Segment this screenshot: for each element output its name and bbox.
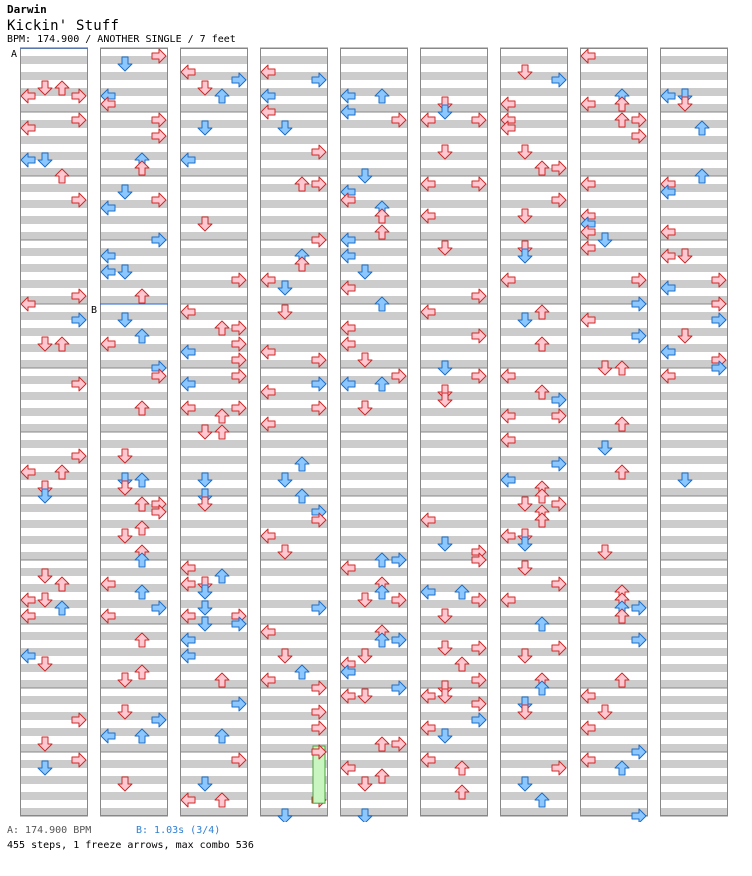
stripe xyxy=(260,584,328,592)
stripe xyxy=(420,72,488,80)
stripe xyxy=(100,744,168,752)
stripe xyxy=(660,456,728,464)
stripe xyxy=(340,424,408,432)
stripe xyxy=(420,344,488,352)
stripe xyxy=(100,760,168,768)
stripe xyxy=(660,712,728,720)
stripe xyxy=(180,424,248,432)
stripe xyxy=(20,696,88,704)
stripe xyxy=(340,584,408,592)
stripe xyxy=(340,56,408,64)
stripe xyxy=(260,296,328,304)
stripe xyxy=(580,72,648,80)
stripe xyxy=(580,264,648,272)
stripe xyxy=(20,424,88,432)
chart-column-5 xyxy=(340,48,408,816)
stripe xyxy=(660,760,728,768)
stripe xyxy=(660,808,728,816)
stripe xyxy=(580,648,648,656)
stripe xyxy=(420,632,488,640)
stripe xyxy=(420,616,488,624)
stripe xyxy=(260,664,328,672)
stripe xyxy=(180,712,248,720)
stripe xyxy=(180,200,248,208)
stripe xyxy=(100,632,168,640)
stripe xyxy=(100,280,168,288)
stripe xyxy=(660,264,728,272)
stripe xyxy=(20,216,88,224)
stripe xyxy=(420,232,488,240)
stripe xyxy=(20,136,88,144)
stripe xyxy=(180,56,248,64)
stripe xyxy=(340,472,408,480)
stripe xyxy=(500,744,568,752)
stripe xyxy=(340,520,408,528)
stripe xyxy=(100,152,168,160)
stripe xyxy=(500,296,568,304)
stripe xyxy=(420,568,488,576)
stop-legend-b: B: 1.03s (3/4) xyxy=(136,825,221,836)
stripe xyxy=(580,792,648,800)
chart-column-2 xyxy=(100,48,168,816)
stripe xyxy=(340,264,408,272)
stripe xyxy=(500,568,568,576)
stripe xyxy=(180,488,248,496)
stripe xyxy=(580,680,648,688)
stripe xyxy=(180,504,248,512)
stripe xyxy=(340,360,408,368)
stripe xyxy=(580,200,648,208)
stripe xyxy=(180,680,248,688)
stripe xyxy=(500,728,568,736)
stripe xyxy=(660,392,728,400)
stripe xyxy=(260,312,328,320)
stripe xyxy=(180,536,248,544)
stripe xyxy=(20,488,88,496)
stripe xyxy=(580,168,648,176)
stripe xyxy=(500,792,568,800)
stripe xyxy=(20,552,88,560)
stripe xyxy=(660,584,728,592)
stripe xyxy=(500,552,568,560)
stripe xyxy=(260,456,328,464)
stripe xyxy=(340,152,408,160)
stripe xyxy=(100,296,168,304)
stripe xyxy=(20,808,88,816)
stripe xyxy=(660,664,728,672)
stripe xyxy=(340,216,408,224)
stripe xyxy=(180,216,248,224)
stripe xyxy=(340,168,408,176)
stripe xyxy=(20,520,88,528)
stripe xyxy=(660,328,728,336)
stripe xyxy=(340,616,408,624)
stripe xyxy=(420,408,488,416)
stripe xyxy=(420,88,488,96)
stripe xyxy=(100,408,168,416)
stripe xyxy=(20,568,88,576)
stripe xyxy=(340,408,408,416)
stripe xyxy=(420,744,488,752)
stripe xyxy=(500,664,568,672)
stripe xyxy=(20,408,88,416)
stripe xyxy=(420,168,488,176)
stripe xyxy=(100,456,168,464)
stripe xyxy=(420,488,488,496)
stripe xyxy=(100,648,168,656)
stripe xyxy=(100,664,168,672)
chart-column-8 xyxy=(580,48,648,816)
stripe xyxy=(500,712,568,720)
stripe xyxy=(20,248,88,256)
stripe xyxy=(660,728,728,736)
stripe xyxy=(180,88,248,96)
stripe xyxy=(580,472,648,480)
stripe xyxy=(500,424,568,432)
stripe xyxy=(500,808,568,816)
stripe xyxy=(260,56,328,64)
stripe xyxy=(660,216,728,224)
stripe xyxy=(660,104,728,112)
stripe xyxy=(100,552,168,560)
stripe xyxy=(180,392,248,400)
stripe xyxy=(500,216,568,224)
stripe xyxy=(260,264,328,272)
stripe xyxy=(20,72,88,80)
stripe xyxy=(500,312,568,320)
stripe xyxy=(660,472,728,480)
stripe xyxy=(580,424,648,432)
stripe xyxy=(580,664,648,672)
stripe xyxy=(180,168,248,176)
stripe xyxy=(340,808,408,816)
stripe xyxy=(580,456,648,464)
stripe xyxy=(20,536,88,544)
bpm-legend-a: A: 174.900 BPM xyxy=(7,825,92,836)
stripe xyxy=(500,328,568,336)
stripe xyxy=(580,408,648,416)
stripe xyxy=(660,536,728,544)
stripe xyxy=(420,104,488,112)
stripe xyxy=(420,504,488,512)
stripe xyxy=(340,136,408,144)
stripe xyxy=(100,808,168,816)
stripe xyxy=(260,120,328,128)
stripe xyxy=(180,296,248,304)
stripe xyxy=(420,248,488,256)
stripe xyxy=(20,104,88,112)
stripe xyxy=(100,184,168,192)
stripe xyxy=(340,72,408,80)
stripe xyxy=(660,520,728,528)
stripe xyxy=(420,280,488,288)
stripe xyxy=(100,168,168,176)
stripe xyxy=(660,744,728,752)
stripe xyxy=(180,440,248,448)
stripe xyxy=(20,632,88,640)
stripe xyxy=(20,168,88,176)
stripe xyxy=(420,200,488,208)
stripe xyxy=(500,264,568,272)
stripe xyxy=(340,312,408,320)
stripe xyxy=(20,664,88,672)
stripe xyxy=(500,632,568,640)
stripe xyxy=(260,136,328,144)
stripe xyxy=(660,152,728,160)
stripe xyxy=(660,488,728,496)
stripe xyxy=(500,488,568,496)
stripe xyxy=(580,488,648,496)
stripe xyxy=(180,776,248,784)
stripe xyxy=(340,536,408,544)
stripe xyxy=(340,648,408,656)
stripe xyxy=(580,440,648,448)
stripe xyxy=(500,248,568,256)
stripe xyxy=(580,552,648,560)
stripe xyxy=(180,264,248,272)
stripe xyxy=(660,200,728,208)
stripe xyxy=(420,56,488,64)
stripe xyxy=(340,712,408,720)
chart-info: BPM: 174.900 / ANOTHER SINGLE / 7 feet xyxy=(7,34,236,45)
stripe xyxy=(580,776,648,784)
stripe xyxy=(20,280,88,288)
stripe xyxy=(260,328,328,336)
stripe xyxy=(340,440,408,448)
chart-column-7 xyxy=(500,48,568,816)
stripe xyxy=(660,648,728,656)
stripe xyxy=(20,728,88,736)
stripe xyxy=(340,296,408,304)
stripe xyxy=(660,504,728,512)
stripe xyxy=(580,360,648,368)
stripe xyxy=(260,808,328,816)
stripe xyxy=(260,200,328,208)
stripe xyxy=(580,584,648,592)
stripe xyxy=(500,520,568,528)
stripe xyxy=(500,696,568,704)
stripe xyxy=(180,248,248,256)
marker-label-B: B xyxy=(91,305,98,316)
stripe xyxy=(500,88,568,96)
stripe xyxy=(500,360,568,368)
stripe xyxy=(20,264,88,272)
stripe xyxy=(100,792,168,800)
stripe xyxy=(20,184,88,192)
stripe xyxy=(420,424,488,432)
stripe xyxy=(20,56,88,64)
stripe xyxy=(420,664,488,672)
stripe xyxy=(180,728,248,736)
stripe xyxy=(260,648,328,656)
stripe xyxy=(180,104,248,112)
stripe xyxy=(660,424,728,432)
stripe xyxy=(100,568,168,576)
stripe xyxy=(20,440,88,448)
stripe xyxy=(420,472,488,480)
stripe xyxy=(420,392,488,400)
stripe xyxy=(100,472,168,480)
stripe xyxy=(20,344,88,352)
stripe xyxy=(260,568,328,576)
stripe xyxy=(660,696,728,704)
stripe xyxy=(100,488,168,496)
stripe xyxy=(660,776,728,784)
stripe xyxy=(500,776,568,784)
stripe xyxy=(340,456,408,464)
stripe xyxy=(180,472,248,480)
stripe xyxy=(100,680,168,688)
stripe xyxy=(260,552,328,560)
stripe xyxy=(100,328,168,336)
stripe xyxy=(340,392,408,400)
stripe xyxy=(580,504,648,512)
stripe xyxy=(660,632,728,640)
stripe xyxy=(420,360,488,368)
stripe xyxy=(420,456,488,464)
stripe xyxy=(20,328,88,336)
stripe xyxy=(420,776,488,784)
stripe xyxy=(660,56,728,64)
stripe xyxy=(20,584,88,592)
stripe xyxy=(260,616,328,624)
stripe xyxy=(660,408,728,416)
stripe xyxy=(500,344,568,352)
stripe xyxy=(20,776,88,784)
stripe xyxy=(500,56,568,64)
stripe xyxy=(500,152,568,160)
song-title: Kickin' Stuff xyxy=(7,18,120,34)
stripe xyxy=(420,808,488,816)
stripe xyxy=(180,232,248,240)
stripe xyxy=(660,616,728,624)
stripe xyxy=(260,472,328,480)
stripe xyxy=(420,792,488,800)
stripe xyxy=(660,680,728,688)
stripe xyxy=(100,520,168,528)
stripe xyxy=(340,488,408,496)
stripe xyxy=(100,216,168,224)
stripe xyxy=(20,360,88,368)
stripe xyxy=(340,504,408,512)
stripe xyxy=(580,152,648,160)
stripe xyxy=(340,776,408,784)
stripe xyxy=(260,440,328,448)
stripe xyxy=(260,248,328,256)
stripe xyxy=(260,488,328,496)
stripe xyxy=(180,184,248,192)
stripe xyxy=(580,568,648,576)
artist-name: Darwin xyxy=(7,3,47,16)
stripe xyxy=(580,616,648,624)
stripe xyxy=(100,72,168,80)
stripe xyxy=(580,520,648,528)
stripe xyxy=(420,136,488,144)
stripe xyxy=(500,616,568,624)
stripe xyxy=(20,504,88,512)
stripe xyxy=(580,376,648,384)
chart-column-4 xyxy=(260,48,328,816)
stripe xyxy=(20,392,88,400)
stripe xyxy=(660,600,728,608)
stripe xyxy=(180,520,248,528)
stripe xyxy=(500,232,568,240)
stripe xyxy=(20,792,88,800)
stripe xyxy=(260,696,328,704)
stripe xyxy=(340,792,408,800)
stripe xyxy=(500,680,568,688)
stripe xyxy=(20,680,88,688)
chart-column-9 xyxy=(660,48,728,816)
stripe xyxy=(580,88,648,96)
stripe xyxy=(180,808,248,816)
chart-stats: 455 steps, 1 freeze arrows, max combo 536 xyxy=(7,840,254,851)
stripe xyxy=(180,744,248,752)
stripe xyxy=(180,552,248,560)
stripe xyxy=(580,536,648,544)
stripe xyxy=(100,536,168,544)
stripe xyxy=(180,456,248,464)
stripe xyxy=(660,136,728,144)
stripe xyxy=(420,440,488,448)
stripe xyxy=(420,152,488,160)
stripe xyxy=(340,728,408,736)
stripe xyxy=(100,776,168,784)
stripe xyxy=(260,216,328,224)
stripe xyxy=(20,744,88,752)
stripe xyxy=(580,712,648,720)
stripe xyxy=(660,440,728,448)
stripe xyxy=(100,312,168,320)
stripe xyxy=(580,392,648,400)
stripe xyxy=(660,72,728,80)
stripe xyxy=(180,664,248,672)
stripe xyxy=(580,344,648,352)
stripe xyxy=(100,392,168,400)
stripe xyxy=(100,696,168,704)
stripe xyxy=(660,120,728,128)
marker-label-A: A xyxy=(11,49,18,60)
stripe xyxy=(660,168,728,176)
stripe xyxy=(660,552,728,560)
stripe xyxy=(100,440,168,448)
stripe xyxy=(660,792,728,800)
stripe xyxy=(420,536,488,544)
stripe xyxy=(660,568,728,576)
stripe xyxy=(180,120,248,128)
stripe xyxy=(500,184,568,192)
stripe xyxy=(20,232,88,240)
stripe xyxy=(500,136,568,144)
stripe xyxy=(180,136,248,144)
stripe xyxy=(100,424,168,432)
stripe xyxy=(260,168,328,176)
stripe xyxy=(180,600,248,608)
stripe xyxy=(420,264,488,272)
